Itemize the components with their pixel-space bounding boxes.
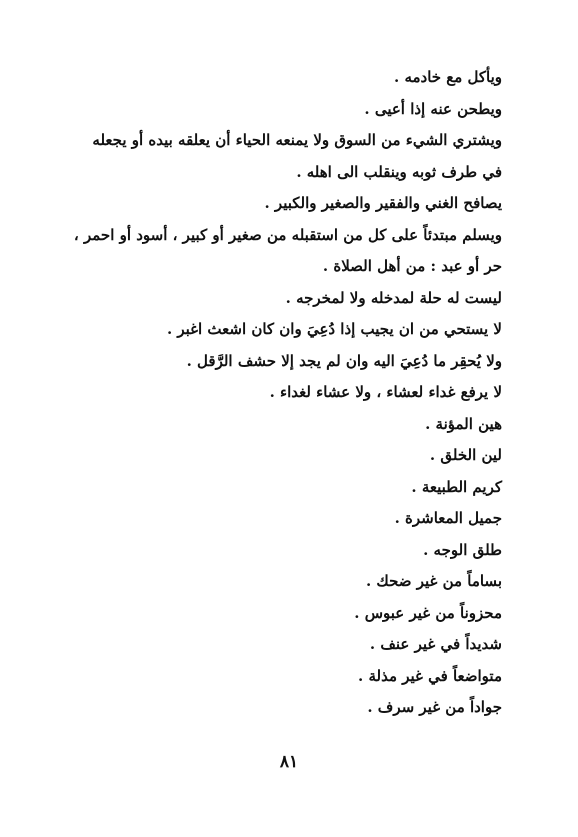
text-line-4: يصافح الغني والفقير والصغير والكبير .: [264, 194, 502, 212]
text-line-12: كريم الطبيعة .: [411, 477, 502, 496]
text-line-17: شديداً في غير عنف .: [369, 635, 502, 653]
text-line-15: بساماً من غير ضحك .: [365, 572, 502, 590]
page-number: ٨١: [279, 752, 299, 772]
text-line-10: هين المؤنة .: [425, 414, 502, 433]
text-line-11: لين الخلق .: [429, 446, 502, 464]
text-line-3: ويشتري الشيء من السوق ولا يمنعه الحياء أن يعلقه بيده أو يجعله في طرف ثوبه وينقلب الى اهله .: [92, 131, 502, 181]
text-line-1: ويأكل مع خادمه .: [394, 68, 502, 86]
text-line-9: لا يرفع غداء لعشاء ، ولا عشاء لغداء .: [269, 383, 502, 401]
text-line-2: ويطحن عنه إذا أعيى .: [364, 99, 502, 118]
text-line-8: ولا يُحقِر ما دُعِيَ اليه وان لم يجد إلا حشف الرَّقل .: [186, 351, 502, 370]
text-line-19: جواداً من غير سرف .: [367, 698, 502, 716]
text-line-6: ليست له حلة لمدخله ولا لمخرجه .: [285, 288, 502, 307]
body-text: [70, 62, 502, 724]
text-line-14: طلق الوجه .: [423, 540, 502, 559]
text-line-7: لا يستحي من ان يجيب إذا دُعِيَ وان كان اشعث اغبر .: [166, 320, 502, 338]
text-line-13: جميل المعاشرة .: [394, 509, 502, 527]
text-line-18: متواضعاً في غير مذلة .: [358, 666, 502, 685]
text-line-16: محزوناً من غير عبوس .: [354, 603, 502, 622]
text-line-5: ويسلم مبتدئاً على كل من استقبله من صغير أو كبير ، أسود أو احمر ، حر أو عبد : من أهل الصلاة .: [73, 225, 502, 275]
